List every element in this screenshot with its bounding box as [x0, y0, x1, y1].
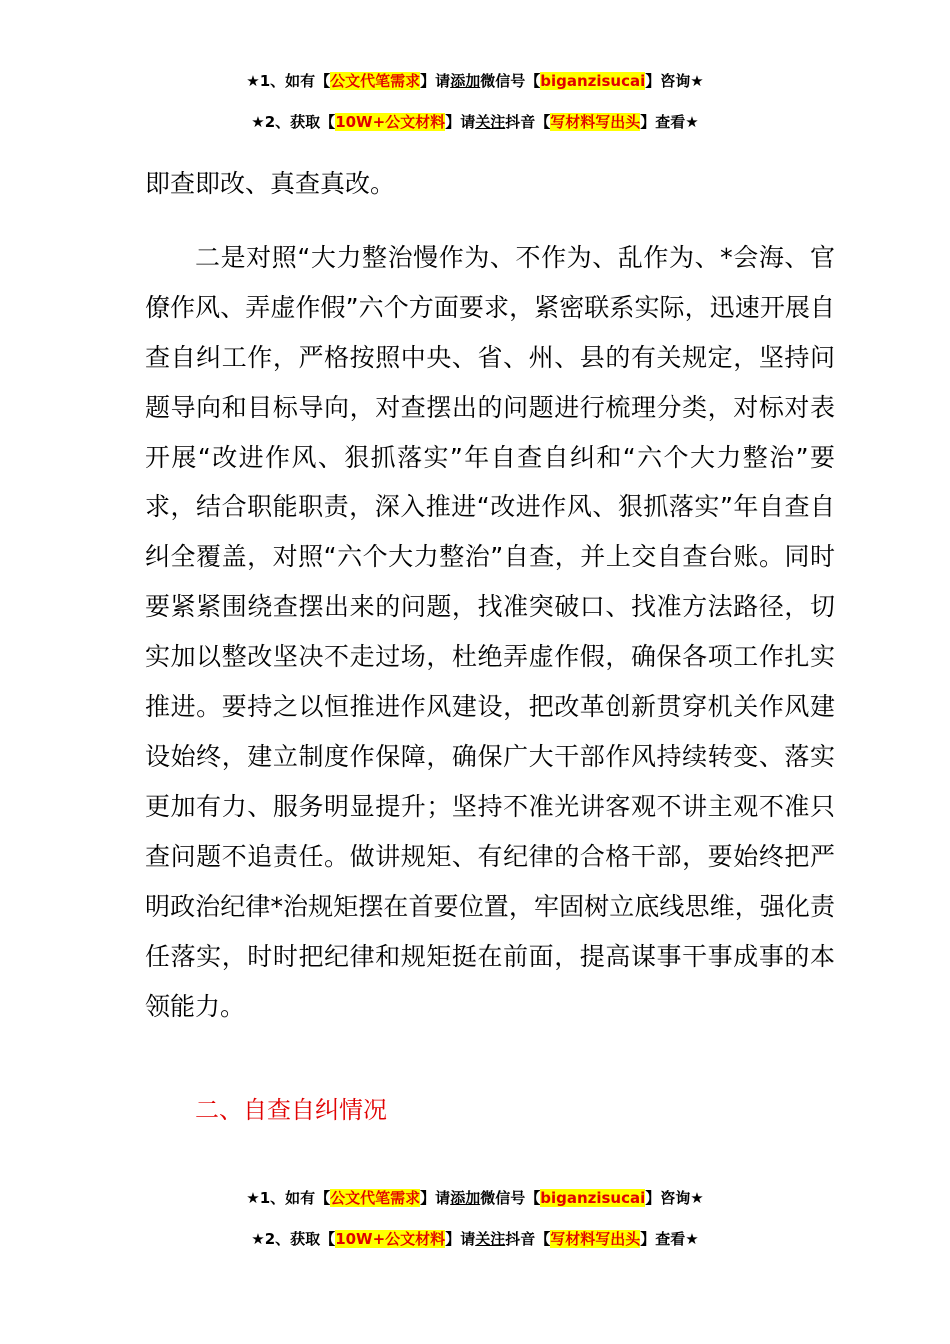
bottom-banner-line-2 — [0, 1228, 950, 1250]
underlined-text: 添加 — [450, 72, 481, 90]
banner-text: 】查看★ — [640, 1230, 699, 1248]
banner-text: ★1、如有【 — [246, 1189, 331, 1207]
highlight-text: 写材料写出头 — [550, 113, 641, 131]
banner-text: ★1、如有【 — [246, 72, 331, 90]
highlight-text: 公文代笔需求 — [330, 1189, 421, 1207]
banner-text: 】请 — [420, 1189, 451, 1207]
banner-text: 】请 — [420, 72, 451, 90]
top-banner-line-1 — [0, 70, 950, 92]
banner-text: 】请 — [445, 113, 476, 131]
banner-text: 】咨询★ — [645, 72, 704, 90]
highlight-text: 写材料写出头 — [550, 1230, 641, 1248]
banner-text: ★2、获取【 — [251, 1230, 336, 1248]
section-heading: 二、自查自纠情况 — [195, 1096, 387, 1124]
banner-text: 抖音【 — [505, 113, 551, 131]
highlight-text: biganzisucai — [540, 72, 646, 90]
highlight-text: biganzisucai — [540, 1189, 646, 1207]
banner-text: 】查看★ — [640, 113, 699, 131]
underlined-text: 关注 — [475, 1230, 506, 1248]
paragraph-continuation: 即查即改、真查真改。 — [145, 169, 396, 198]
banner-text: 微信号【 — [480, 72, 541, 90]
highlight-text: 10W+公文材料 — [335, 1230, 446, 1248]
paragraph-main: 二是对照“大力整治慢作为、不作为、乱作为、*会海、官僚作风、弄虚作假”六个方面要求，紧密联系实际，迅速开展自查自纠工作，严格按照中央、省、州、县的有关规定，坚持问题导向和目标导向，对查摆出的问题进行梳理分类，对标对表开展“改进作风、狠抓落实”年自查自纠和“六个大力整治”要求，结合职能职责，深入推进“改进作风、狠抓落实”年自查自纠全覆盖，对照“六个大力整治”自查，并上交自查台账。同时要紧紧围绕查摆出来的问题，找准突破口、找准方法路径，切实加以整改坚决不走过场，杜绝弄虚作假，确保各项工作扎实推进。要持之以恒推进作风建设，把改革创新贯穿机关作风建设始终，建立制度作保障，确保广大干部作风持续转变、落实更加有力、服务明显提升；坚持不准光讲客观不讲主观不准只查问题不追责任。做讲规矩、有纪律的合格干部，要始终把严明政治纪律*治规矩摆在首要位置，牢固树立底线思维，强化责任落实，时时把纪律和规矩挺在前面，提高谋事干事成事的本领能力。 — [145, 242, 835, 1021]
underlined-text: 关注 — [475, 113, 506, 131]
document-body — [145, 159, 835, 1031]
bottom-banner-line-1 — [0, 1187, 950, 1209]
banner-text: 】请 — [445, 1230, 476, 1248]
banner-text: 抖音【 — [505, 1230, 551, 1248]
underlined-text: 添加 — [450, 1189, 481, 1207]
banner-text: 】咨询★ — [645, 1189, 704, 1207]
highlight-text: 10W+公文材料 — [335, 113, 446, 131]
banner-text: ★2、获取【 — [251, 113, 336, 131]
banner-text: 微信号【 — [480, 1189, 541, 1207]
top-banner-line-2 — [0, 111, 950, 133]
highlight-text: 公文代笔需求 — [330, 72, 421, 90]
